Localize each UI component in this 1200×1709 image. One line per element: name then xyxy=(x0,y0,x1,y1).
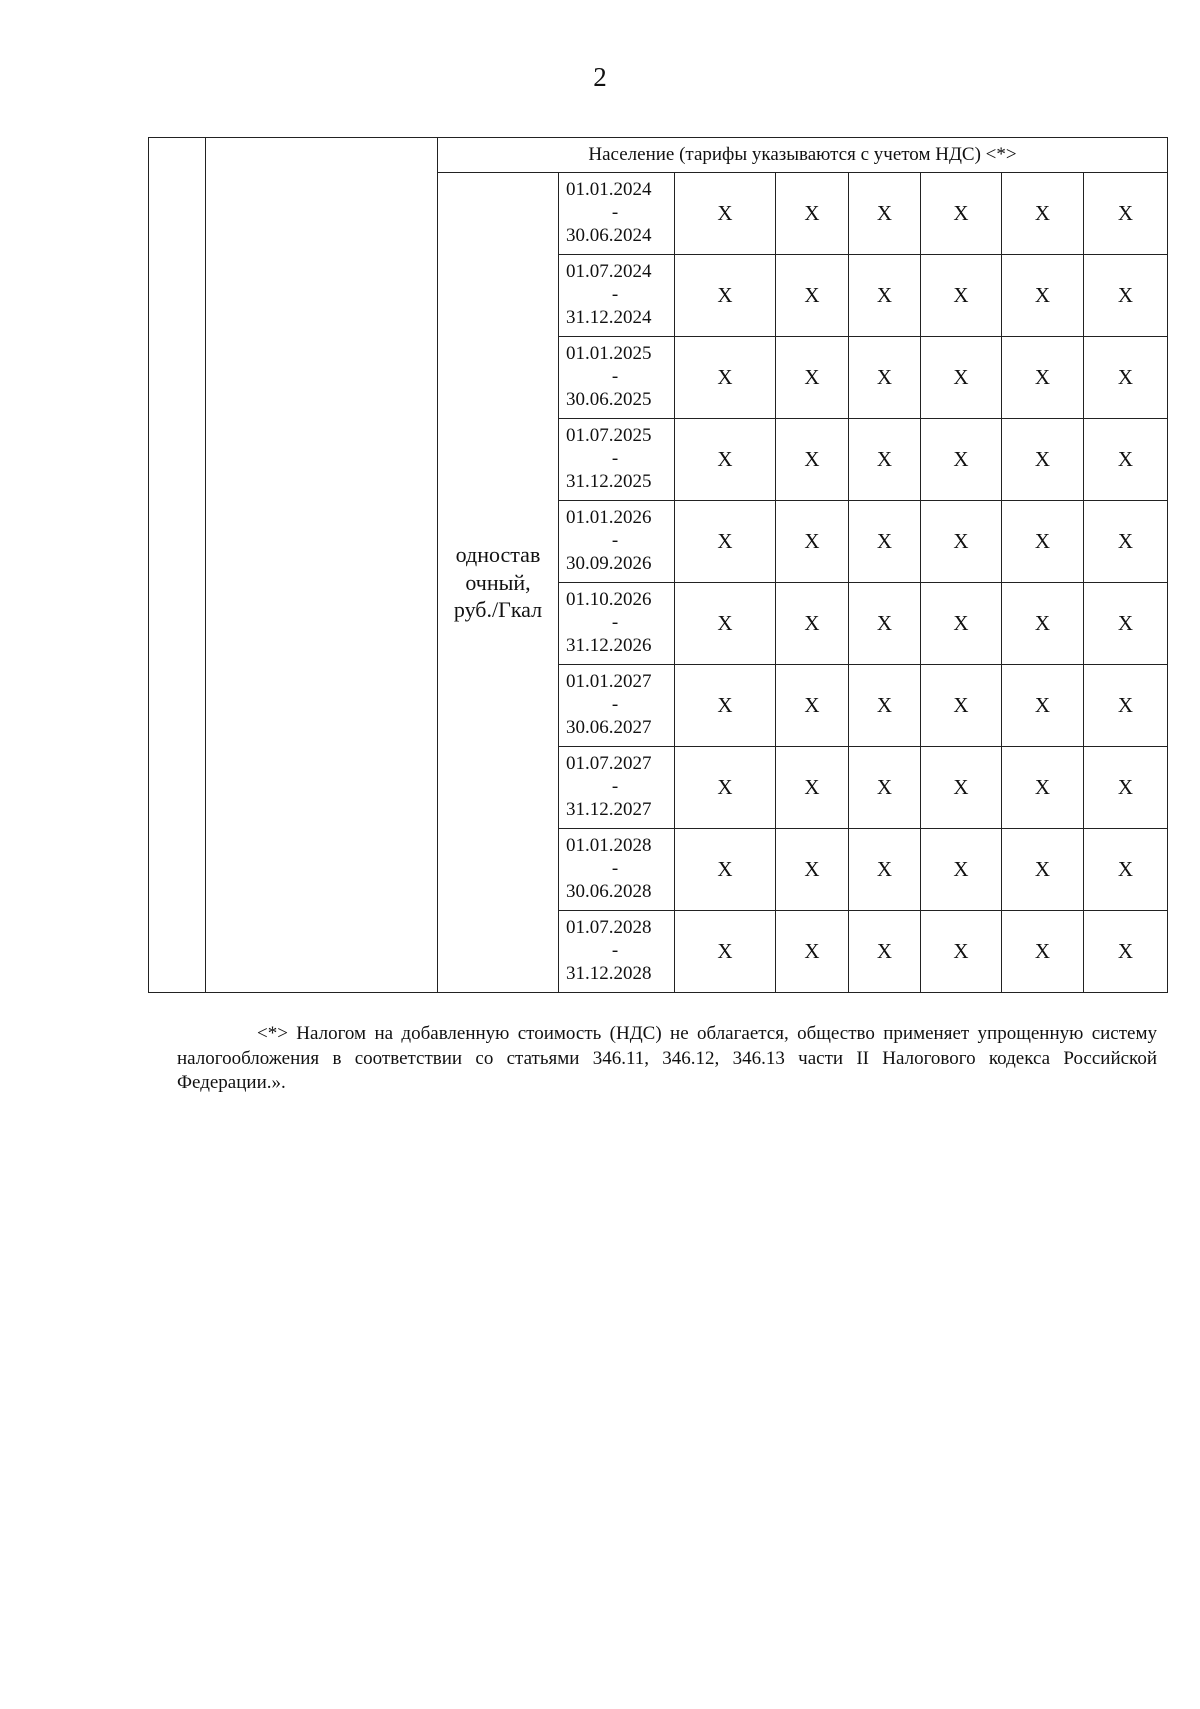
period-from: 01.10.2026 xyxy=(566,589,652,611)
tariff-type-cell xyxy=(438,173,559,993)
tariff-table xyxy=(148,137,1168,993)
period-cell xyxy=(559,337,675,419)
period-to: 31.12.2028 xyxy=(566,962,652,984)
value-cell: X xyxy=(776,173,849,255)
period-to: 31.12.2026 xyxy=(566,634,652,656)
value-cell: X xyxy=(1002,747,1084,829)
period-cell xyxy=(559,829,675,911)
value-cell: X xyxy=(776,255,849,337)
value-cell: X xyxy=(776,337,849,419)
period-to: 31.12.2025 xyxy=(566,470,652,492)
value-cell: X xyxy=(1002,501,1084,583)
tariff-type-line: руб./Гкал xyxy=(453,597,543,623)
value-cell: X xyxy=(1002,583,1084,665)
value-cell: X xyxy=(921,255,1002,337)
value-cell: X xyxy=(849,583,921,665)
period-separator: - xyxy=(611,776,619,798)
value-cell: X xyxy=(776,419,849,501)
value-cell: X xyxy=(849,829,921,911)
period-to: 30.06.2028 xyxy=(566,880,652,902)
value-cell: X xyxy=(1084,583,1168,665)
value-cell: X xyxy=(675,583,776,665)
value-cell: X xyxy=(1084,337,1168,419)
organization-column xyxy=(206,138,438,993)
number-column xyxy=(149,138,206,993)
period-separator: - xyxy=(611,530,619,552)
period-to: 30.09.2026 xyxy=(566,552,652,574)
section-header-row xyxy=(149,138,1168,173)
period-separator: - xyxy=(611,694,619,716)
period-from: 01.01.2027 xyxy=(566,671,652,693)
period-separator: - xyxy=(611,284,619,306)
value-cell: X xyxy=(1002,173,1084,255)
value-cell: X xyxy=(1002,911,1084,993)
period-separator: - xyxy=(611,940,619,962)
section-header: Население (тарифы указываются с учетом НДС) <*> xyxy=(438,138,1168,173)
period-separator: - xyxy=(611,448,619,470)
period-from: 01.07.2025 xyxy=(566,425,652,447)
value-cell: X xyxy=(776,829,849,911)
value-cell: X xyxy=(1002,419,1084,501)
period-from: 01.01.2028 xyxy=(566,835,652,857)
value-cell: X xyxy=(849,337,921,419)
value-cell: X xyxy=(1084,501,1168,583)
value-cell: X xyxy=(921,501,1002,583)
value-cell: X xyxy=(849,665,921,747)
value-cell: X xyxy=(849,173,921,255)
period-from: 01.01.2026 xyxy=(566,507,652,529)
period-to: 30.06.2025 xyxy=(566,388,652,410)
tariff-type-line: очный, xyxy=(465,569,531,595)
period-to: 30.06.2027 xyxy=(566,716,652,738)
period-from: 01.07.2024 xyxy=(566,261,652,283)
period-cell xyxy=(559,747,675,829)
page-number: 2 xyxy=(593,62,607,92)
value-cell: X xyxy=(675,255,776,337)
value-cell: X xyxy=(921,419,1002,501)
period-cell xyxy=(559,255,675,337)
value-cell: X xyxy=(921,173,1002,255)
value-cell: X xyxy=(1084,829,1168,911)
period-separator: - xyxy=(611,612,619,634)
period-cell xyxy=(559,665,675,747)
value-cell: X xyxy=(675,337,776,419)
value-cell: X xyxy=(675,829,776,911)
period-to: 31.12.2027 xyxy=(566,798,652,820)
value-cell: X xyxy=(921,829,1002,911)
value-cell: X xyxy=(675,419,776,501)
period-from: 01.07.2028 xyxy=(566,917,652,939)
value-cell: X xyxy=(1084,665,1168,747)
period-cell xyxy=(559,911,675,993)
value-cell: X xyxy=(675,501,776,583)
value-cell: X xyxy=(849,255,921,337)
value-cell: X xyxy=(1084,255,1168,337)
value-cell: X xyxy=(1002,829,1084,911)
period-cell xyxy=(559,419,675,501)
period-to: 30.06.2024 xyxy=(566,224,652,246)
period-from: 01.01.2025 xyxy=(566,343,652,365)
period-cell xyxy=(559,173,675,255)
value-cell: X xyxy=(776,583,849,665)
value-cell: X xyxy=(1002,255,1084,337)
value-cell: X xyxy=(675,911,776,993)
period-cell xyxy=(559,501,675,583)
value-cell: X xyxy=(921,337,1002,419)
value-cell: X xyxy=(776,911,849,993)
value-cell: X xyxy=(1084,419,1168,501)
value-cell: X xyxy=(675,665,776,747)
footnote xyxy=(177,1022,1157,1096)
value-cell: X xyxy=(1084,747,1168,829)
period-from: 01.07.2027 xyxy=(566,753,652,775)
value-cell: X xyxy=(776,665,849,747)
footnote-text: <*> Налогом на добавленную стоимость (НДС) не облагается, общество применяет упрощенную систему налогообложения в соответствии со статьями 346.11, 346.12, 346.13 части II Налогового кодекса Российской Федерации.». xyxy=(177,1023,1157,1094)
value-cell: X xyxy=(1002,337,1084,419)
period-separator: - xyxy=(611,858,619,880)
value-cell: X xyxy=(921,583,1002,665)
value-cell: X xyxy=(849,747,921,829)
value-cell: X xyxy=(776,501,849,583)
value-cell: X xyxy=(675,747,776,829)
period-separator: - xyxy=(611,366,619,388)
value-cell: X xyxy=(849,419,921,501)
period-cell xyxy=(559,583,675,665)
value-cell: X xyxy=(1084,173,1168,255)
value-cell: X xyxy=(921,665,1002,747)
value-cell: X xyxy=(849,911,921,993)
value-cell: X xyxy=(1084,911,1168,993)
tariff-type-line: одностав xyxy=(455,542,541,568)
period-separator: - xyxy=(611,202,619,224)
value-cell: X xyxy=(921,911,1002,993)
value-cell: X xyxy=(849,501,921,583)
period-to: 31.12.2024 xyxy=(566,306,652,328)
period-from: 01.01.2024 xyxy=(566,179,652,201)
value-cell: X xyxy=(1002,665,1084,747)
value-cell: X xyxy=(675,173,776,255)
value-cell: X xyxy=(921,747,1002,829)
value-cell: X xyxy=(776,747,849,829)
